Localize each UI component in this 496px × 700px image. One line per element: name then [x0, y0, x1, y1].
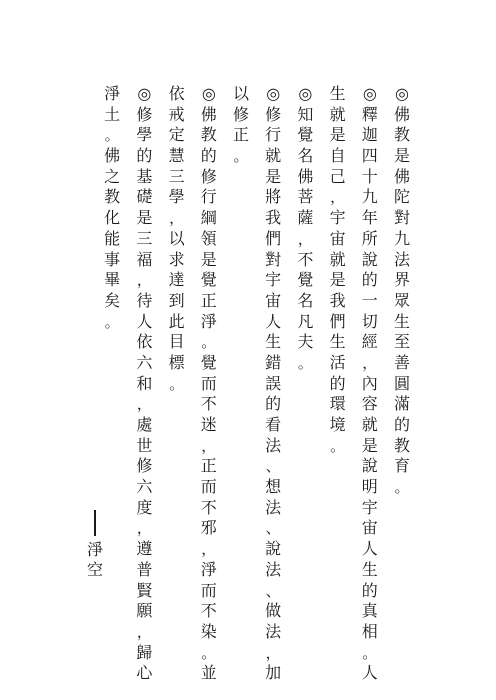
- text-column: ◎ 佛 教 的 修 行 綱 領 是 覺 正 淨 。 覺 而 不 迷 ， 正 而 不 邪 ， 淨 而 不 染 。 並: [200, 84, 217, 683]
- text-column: ◎ 修 學 的 基 礎 是 三 福 ， 待 人 依 六 和 ， 處 世 修 六 度 ， 遵 普 賢 願 ， 歸 心: [136, 84, 153, 683]
- text-column: 淨 土 。 佛 之 教 化 能 事 畢 矣 。: [104, 84, 121, 331]
- signature-chars: 淨 空: [86, 540, 103, 579]
- text-column: ◎ 知 覺 名 佛 菩 薩 ， 不 覺 名 凡 夫 。: [297, 84, 314, 372]
- text-column: ◎ 釋 迦 四 十 九 年 所 說 的 一 切 經 ， 內 容 就 是 說 明 宇 宙 人 生 的 真 相 。 人: [361, 84, 378, 683]
- text-column: ◎ 修 行 就 是 將 我 們 對 宇 宙 人 生 錯 誤 的 看 法 、 想 法 、 說 法 、 做 法 ， 加: [265, 84, 282, 683]
- text-column: 依 戒 定 慧 三 學 ， 以 求 達 到 此 目 標 。: [168, 84, 185, 393]
- text-column: 生 就 是 自 己 ， 宇 宙 就 是 我 們 生 活 的 環 境 。: [329, 84, 346, 455]
- text-column: 以 修 正 。: [232, 84, 249, 166]
- text-column: ◎ 佛 教 是 佛 陀 對 九 法 界 眾 生 至 善 圓 滿 的 教 育 。: [393, 84, 410, 497]
- signature: [82, 510, 108, 580]
- signature-dash: [94, 510, 95, 536]
